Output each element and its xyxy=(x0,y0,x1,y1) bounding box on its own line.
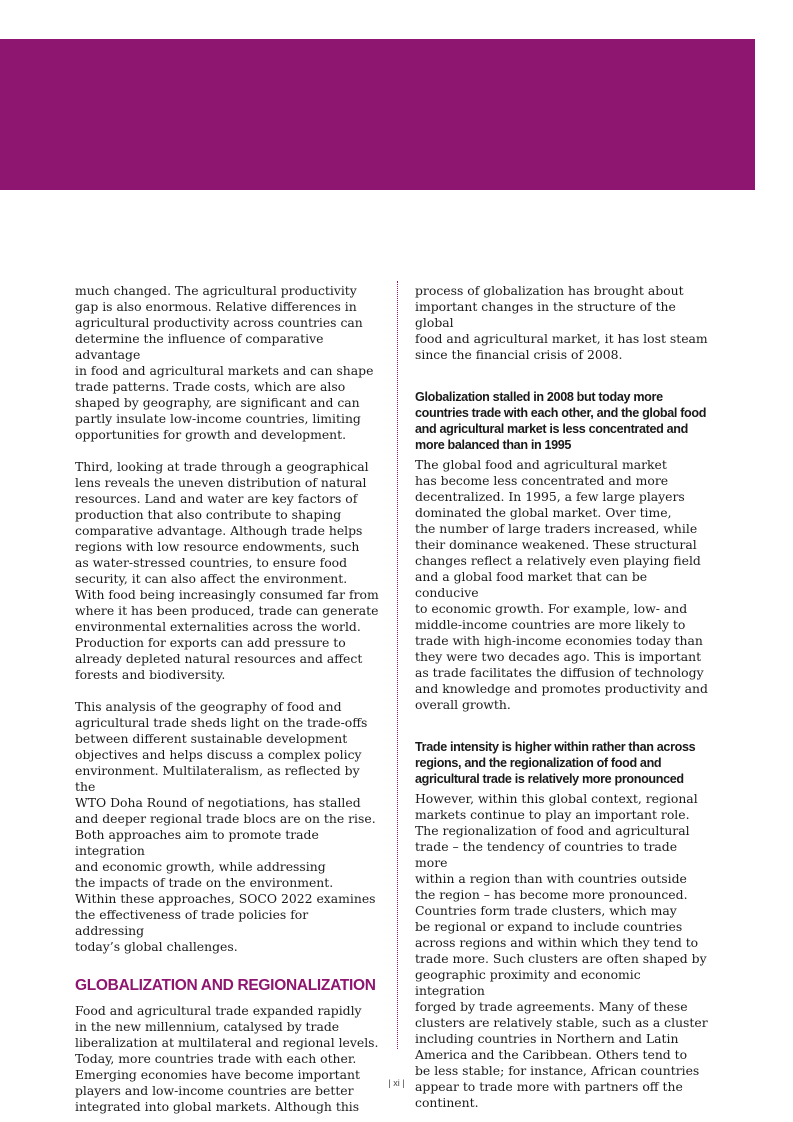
left-column xyxy=(75,283,380,1115)
right-paragraph-globalization: process of globalization has brought about important changes in the structure of the global food and agricultural market, it has lost steam since the financial crisis of 2008. xyxy=(415,283,708,362)
column-divider xyxy=(397,281,398,1049)
left-paragraph-geography: Third, looking at trade through a geographical lens reveals the uneven distribution of natural resources. Land and water are key factors of production that also contribute to shaping comparative advantage. Although trade helps regions with low resource endowments, such as water-stressed countries, to ensure food security, it can also affect the environment. With food being increasingly consumed far from where it has been produced, trade can generate environmental externalities across the world. Production for exports can add pressure to already depleted natural resources and affect forests and biodiversity. xyxy=(75,459,379,682)
subheading-trade-intensity: Trade intensity is higher within rather than across regions, and the regionalization of food and agricultural trade is relatively more pronounced xyxy=(415,740,696,786)
left-paragraph-trade-expansion: Food and agricultural trade expanded rapidly in the new millennium, catalysed by trade liberalization at multilateral and regional levels. Today, more countries trade with each other. Emerging economies have become important players and low-income countries are better integrated into global markets. Although this xyxy=(75,1003,379,1114)
right-column xyxy=(415,283,710,1111)
right-paragraph-market-concentration: The global food and agricultural market has become less concentrated and more decentralized. In 1995, a few large players dominated the global market. Over time, the number of large traders increased, while their dominance weakened. These structural changes reflect a relatively even playing field and a global food market that can be conducive to economic growth. For example, low- and middle-income countries are more likely to trade with high-income economies today than they were two decades ago. This is important as trade facilitates the diffusion of technology and knowledge and promotes productivity and overall growth. xyxy=(415,457,708,712)
left-paragraph-analysis: This analysis of the geography of food and agricultural trade sheds light on the trade-offs between different sustainable development objectives and helps discuss a complex policy environment. Multilateralism, as reflected by the WTO Doha Round of negotiations, has stalled and deeper regional trade blocs are on the rise. Both approaches aim to promote trade integration and economic growth, while addressing the impacts of trade on the environment. Within these approaches, SOCO 2022 examines the effectiveness of trade policies for addressing today’s global challenges. xyxy=(75,699,376,954)
right-paragraph-regionalization: However, within this global context, regional markets continue to play an important role. The regionalization of food and agricultural trade – the tendency of countries to trade more within a region than with countries outside the region – has become more pronounced. Countries form trade clusters, which may be regional or expand to include countries across regions and within which they tend to trade more. Such clusters are often shaped by geographic proximity and economic integration forged by trade agreements. Many of these clusters are relatively stable, such as a cluster including countries in Northern and Latin America and the Caribbean. Others tend to be less stable; for instance, African countries appear to trade more with partners off the continent. xyxy=(415,791,708,1110)
page-number: | xi | xyxy=(388,1078,405,1088)
section-heading-globalization: GLOBALIZATION AND REGIONALIZATION xyxy=(75,977,376,994)
subheading-globalization-stalled: Globalization stalled in 2008 but today more countries trade with each other, and the global food and agricultural market is less concentrated and more balanced than in 1995 xyxy=(415,390,707,452)
left-paragraph-productivity: much changed. The agricultural productivity gap is also enormous. Relative differences in agricultural productivity across countries can determine the influence of comparative advantage in food and agricultural markets and can shape trade patterns. Trade costs, which are also shaped by geography, are significant and can partly insulate low-income countries, limiting opportunities for growth and development. xyxy=(75,283,374,442)
header-banner xyxy=(0,39,755,190)
